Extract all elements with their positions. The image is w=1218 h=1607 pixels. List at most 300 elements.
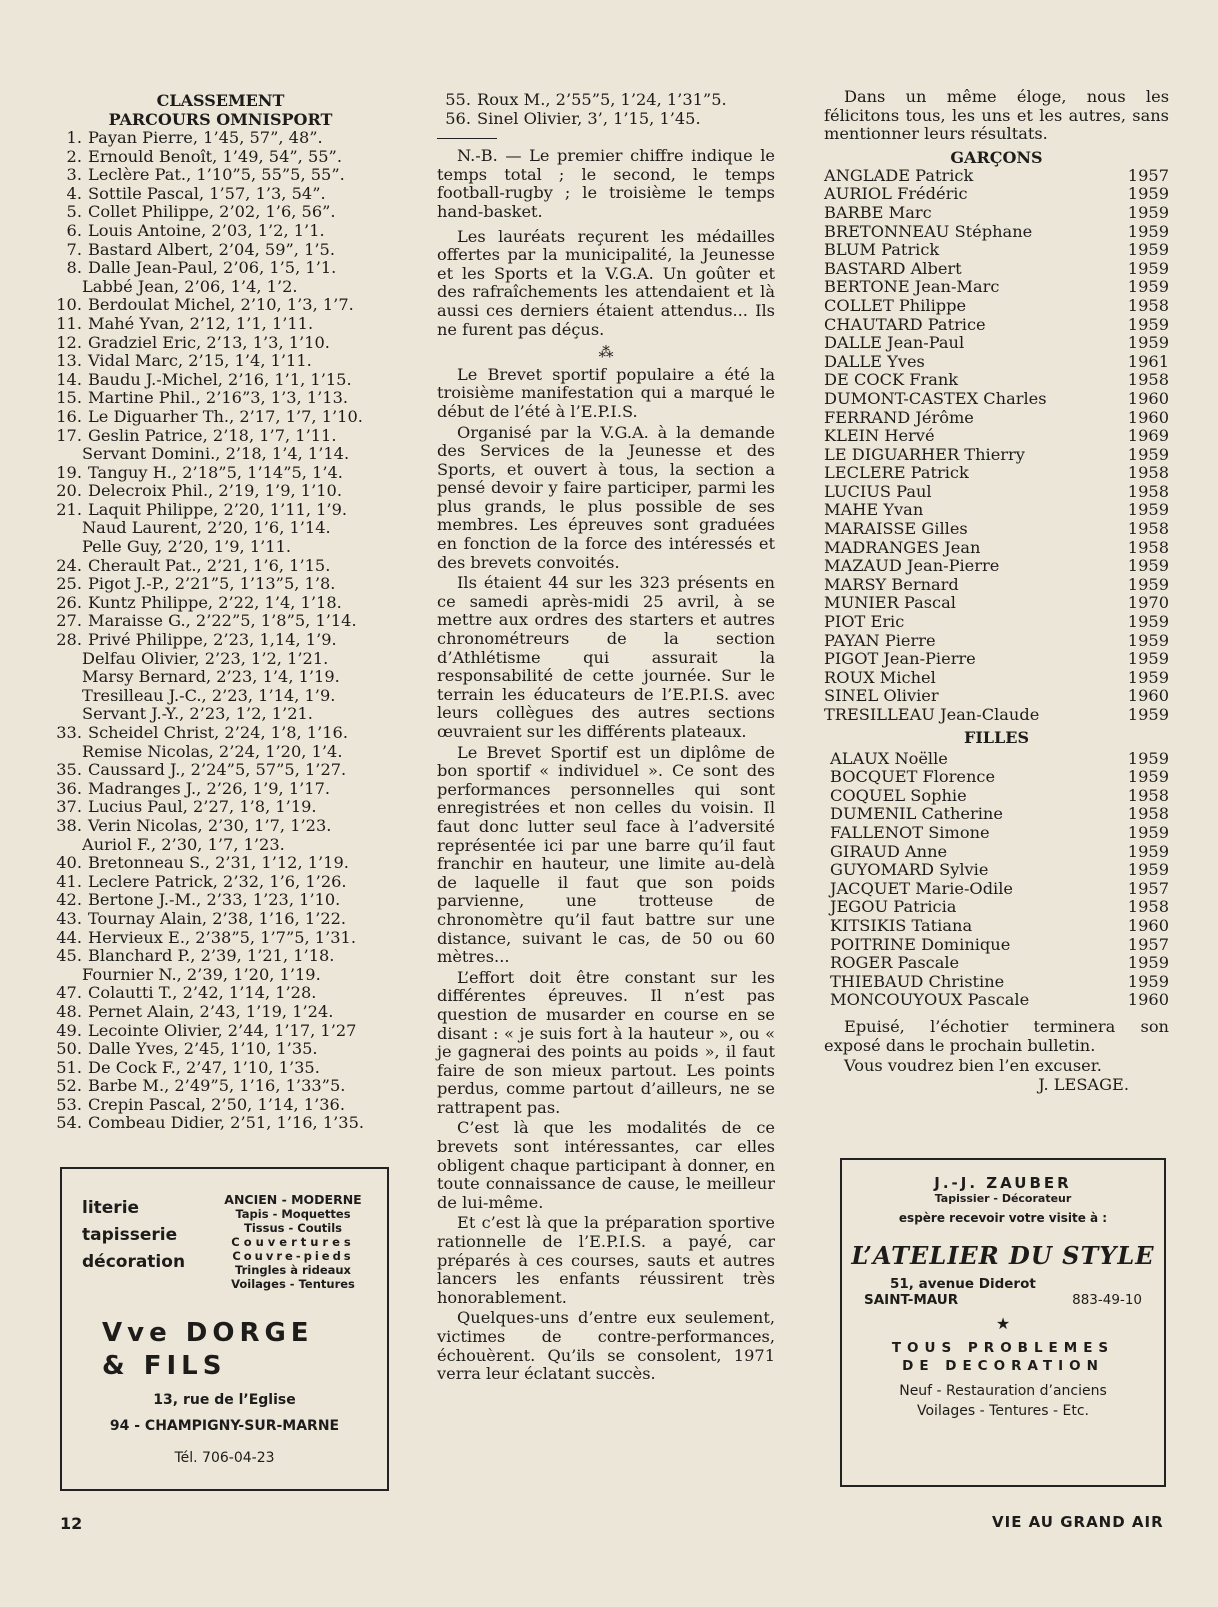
roster-year: 1960 [1127, 407, 1169, 427]
zauber-ad-content [842, 1174, 1164, 1421]
rank-number: 38. [56, 815, 82, 835]
rank-entry: Kuntz Philippe, 2’22, 1’4, 1’18. [88, 592, 342, 612]
classement-heading: CLASSEMENT [156, 91, 285, 110]
roster-name: TRESILLEAU Jean-Claude [824, 705, 1040, 724]
article-column [437, 91, 775, 1384]
roster-row [824, 750, 1169, 769]
rank-number [48, 668, 82, 687]
ranking-row [48, 724, 393, 743]
ranking-row [48, 798, 393, 817]
rank-entry: Louis Antoine, 2’03, 1’2, 1’1. [88, 220, 325, 240]
roster-row [824, 843, 1169, 862]
roster-year: 1959 [1127, 705, 1169, 724]
roster-name: KLEIN Hervé [824, 426, 935, 446]
ranking-row [48, 650, 393, 669]
roster-year: 1959 [1127, 202, 1169, 222]
rank-entry: Leclere Patrick, 2’32, 1’6, 1’26. [88, 871, 347, 891]
roster-name: PIGOT Jean-Pierre [824, 649, 976, 669]
roster-name: DUMONT-CASTEX Charles [824, 388, 1047, 408]
roster-name: LUCIUS Paul [824, 481, 932, 501]
roster-year: 1958 [1127, 481, 1169, 501]
ad-profession: Tapissier - Décorateur [934, 1192, 1072, 1205]
ranking-row [48, 1040, 393, 1059]
ranking-row [437, 91, 775, 110]
ad-invitation: espère recevoir votre visite à : [898, 1211, 1108, 1225]
roster-row [824, 880, 1169, 899]
roster-row [824, 936, 1169, 955]
ad-city-row [842, 1292, 1164, 1308]
roster-name: GUYOMARD Sylvie [830, 860, 989, 880]
roster-year: 1958 [1127, 295, 1169, 315]
separator-rule [437, 138, 497, 139]
rank-entry: Madranges J., 2’26, 1’9, 1’17. [88, 778, 331, 798]
ranking-row [48, 278, 393, 297]
rank-entry: Le Diguarher Th., 2’17, 1’7, 1’10. [88, 406, 363, 426]
roster-name: AURIOL Frédéric [824, 184, 968, 204]
roster-year: 1959 [1127, 314, 1169, 334]
ad-line: literie [82, 1198, 140, 1218]
roster-year: 1958 [1127, 785, 1169, 805]
article-paragraph: C’est là que les modalités de ce brevets sont intéressantes, car elles obligent chaque participant à donner, en toute connaissance de cause, le meilleur de lui-même. [437, 1118, 775, 1212]
rank-entry: Pelle Guy, 2’20, 1’9, 1’11. [82, 537, 292, 557]
roster-name: POITRINE Dominique [830, 934, 1011, 954]
ad-line: Couvertures [231, 1235, 355, 1249]
roster-year: 1959 [1127, 649, 1169, 669]
ranking-row [48, 631, 393, 650]
rank-number: 24. [56, 555, 82, 575]
roster-name: DALLE Yves [824, 351, 925, 371]
roster-name: MADRANGES Jean [824, 537, 981, 557]
rank-entry: Servant Domini., 2’18, 1’4, 1’14. [82, 444, 350, 464]
rank-entry: Collet Philippe, 2’02, 1’6, 56”. [88, 202, 336, 222]
rank-number: 33. [56, 723, 82, 742]
ad-phone-number: 883-49-10 [1072, 1292, 1142, 1308]
rank-entry: Pernet Alain, 2’43, 1’19, 1’24. [88, 1001, 334, 1021]
rank-number: 36. [56, 778, 82, 798]
filles-list [824, 750, 1169, 1010]
ad-street: 51, avenue Diderot [890, 1276, 1036, 1292]
ranking-row [48, 427, 393, 446]
ranking-row [48, 780, 393, 799]
rank-entry: Hervieux E., 2’38”5, 1’7”5, 1’31. [88, 927, 356, 947]
rank-entry: Ernould Benoît, 1’49, 54”, 55”. [88, 146, 342, 166]
rank-entry: Sottile Pascal, 1’57, 1’3, 54”. [88, 183, 326, 203]
rank-number: 28. [56, 630, 82, 650]
rank-number: 42. [56, 890, 82, 910]
rank-number: 12. [56, 332, 82, 352]
rank-entry: Maraisse G., 2’22”5, 1’8”5, 1’14. [88, 611, 357, 631]
roster-year: 1959 [1127, 953, 1169, 973]
rank-entry: Cherault Pat., 2’21, 1’6, 1’15. [88, 555, 331, 575]
roster-year: 1958 [1127, 804, 1169, 824]
ranking-row [48, 482, 393, 501]
rank-number: 1. [66, 128, 82, 147]
page-number: 12 [60, 1514, 83, 1533]
roster-year: 1969 [1127, 426, 1169, 446]
roster-row [824, 204, 1169, 223]
roster-row [824, 669, 1169, 688]
ad-line: décoration [82, 1252, 186, 1272]
ranking-row [48, 129, 393, 148]
ranking-row [48, 929, 393, 948]
rank-entry: Sinel Olivier, 3’, 1’15, 1’45. [477, 108, 701, 128]
rank-number: 50. [56, 1039, 82, 1059]
roster-row [824, 371, 1169, 390]
ad-city: SAINT-MAUR [864, 1292, 959, 1308]
ranking-row [48, 910, 393, 929]
roster-year: 1960 [1127, 686, 1169, 706]
rank-number: 15. [56, 388, 82, 408]
ad-address-line: 13, rue de l’Eglise [153, 1392, 296, 1408]
ranking-row [48, 408, 393, 427]
ranking-row [48, 966, 393, 985]
ranking-row [48, 612, 393, 631]
ranking-row [48, 594, 393, 613]
ad-line: Tringles à rideaux [235, 1263, 351, 1277]
ranking-row [48, 687, 393, 706]
ranking-row [48, 575, 393, 594]
rank-entry: Laquit Philippe, 2’20, 1’11, 1’9. [88, 499, 348, 519]
roster-year: 1959 [1127, 556, 1169, 576]
rank-entry: Bastard Albert, 2’04, 59”, 1’5. [88, 239, 335, 259]
ranking-row [48, 1003, 393, 1022]
roster-year: 1959 [1127, 333, 1169, 353]
rank-number: 44. [56, 927, 82, 947]
rank-entry: Pigot J.-P., 2’21”5, 1’13”5, 1’8. [88, 574, 336, 594]
ranking-row [48, 854, 393, 873]
article-paragraph: Le Brevet sportif populaire a été la troisième manifestation qui a marqué le début de l’été à l’E.P.I.S. [437, 364, 775, 421]
ad-line: tapisserie [82, 1225, 178, 1245]
rank-number: 20. [56, 481, 82, 501]
roster-row [824, 805, 1169, 824]
roster-year: 1960 [1127, 990, 1169, 1010]
roster-name: BERTONE Jean-Marc [824, 277, 1000, 297]
ad-line: Couvre-pieds [232, 1249, 354, 1263]
rank-number: 5. [66, 202, 82, 222]
ad-shop-name: L’ATELIER DU STYLE [851, 1241, 1155, 1270]
ranking-row [48, 947, 393, 966]
nb-note: N.-B. — Le premier chiffre indique le temps total ; le second, le temps football-rugby ; le troisième le temps hand-basket. [437, 146, 775, 221]
roster-year: 1959 [1127, 240, 1169, 260]
roster-year: 1958 [1127, 897, 1169, 917]
parcours-heading: PARCOURS OMNISPORT [108, 110, 333, 129]
ad-phone: Tél. 706-04-23 [174, 1450, 275, 1466]
ad-address-line: 94 - CHAMPIGNY-SUR-MARNE [109, 1418, 340, 1434]
rank-entry: Lucius Paul, 2’27, 1’8, 1’19. [88, 797, 317, 817]
rank-number: 7. [66, 239, 82, 259]
ranking-row [48, 315, 393, 334]
roster-row [824, 954, 1169, 973]
roster-row [824, 706, 1169, 725]
roster-name: COLLET Philippe [824, 295, 967, 315]
ranking-row [48, 538, 393, 557]
roster-name: ROGER Pascale [830, 953, 960, 973]
ad-line: Tapis - Moquettes [235, 1207, 351, 1221]
ranking-row [48, 873, 393, 892]
roster-year: 1959 [1127, 500, 1169, 520]
roster-year: 1959 [1127, 971, 1169, 991]
ranking-row [48, 891, 393, 910]
rank-entry: Tresilleau J.-C., 2’23, 1’14, 1’9. [82, 685, 336, 705]
roster-row [824, 297, 1169, 316]
rank-entry: Tanguy H., 2’18”5, 1’14”5, 1’4. [88, 462, 343, 482]
rank-entry: Caussard J., 2’24”5, 57”5, 1’27. [88, 760, 347, 780]
roster-year: 1959 [1127, 748, 1169, 768]
rank-entry: De Cock F., 2’47, 1’10, 1’35. [88, 1057, 320, 1077]
rank-number: 14. [56, 369, 82, 389]
rank-number: 8. [66, 258, 82, 278]
roster-row [824, 464, 1169, 483]
ranking-row [48, 445, 393, 464]
rank-entry: Servant J.-Y., 2’23, 1’2, 1’21. [82, 704, 313, 724]
roster-row [824, 973, 1169, 992]
roster-row [824, 539, 1169, 558]
roster-name: COQUEL Sophie [830, 785, 967, 805]
ad-slogan-line: DE DECORATION [902, 1358, 1104, 1374]
ranking-row [48, 464, 393, 483]
rank-entry: Tournay Alain, 2’38, 1’16, 1’22. [88, 908, 347, 928]
roster-year: 1958 [1127, 537, 1169, 557]
ranking-row [48, 389, 393, 408]
rank-entry: Fournier N., 2’39, 1’20, 1’19. [82, 964, 321, 984]
rank-entry: Marsy Bernard, 2’23, 1’4, 1’19. [82, 667, 340, 687]
rank-entry: Leclère Pat., 1’10”5, 55”5, 55”. [88, 165, 345, 185]
roster-row [824, 613, 1169, 632]
rank-entry: Gradziel Eric, 2’13, 1’3, 1’10. [88, 332, 330, 352]
rank-entry: Dalle Yves, 2’45, 1’10, 1’35. [88, 1039, 318, 1059]
article-paragraph: L’effort doit être constant sur les différentes épreuves. Il n’est pas question de musarder en course en se disant : « je suis fort à la hauteur », ou « je gagnerai des points au poids », il faut faire de son mieux partout. Les points perdus, comme partout d’ailleurs, ne se rattrapent pas. [437, 967, 775, 1117]
ranking-row [48, 501, 393, 520]
ad-line: Tissus - Coutils [243, 1221, 343, 1235]
rank-number: 21. [56, 499, 82, 519]
roster-name: ALAUX Noëlle [830, 748, 948, 768]
roster-name: MARAISSE Gilles [824, 519, 968, 539]
roster-row [824, 446, 1169, 465]
ranking-row [48, 668, 393, 687]
rank-entry: Bretonneau S., 2’31, 1’12, 1’19. [88, 853, 349, 873]
ranking-row [48, 334, 393, 353]
rank-number [48, 966, 82, 985]
rank-entry: Verin Nicolas, 2’30, 1’7, 1’23. [88, 815, 332, 835]
roster-year: 1958 [1127, 519, 1169, 539]
ranking-row [48, 984, 393, 1003]
rank-number: 47. [56, 983, 82, 1003]
roster-row [824, 768, 1169, 787]
filles-heading: FILLES [963, 727, 1030, 747]
rank-entry: Barbe M., 2’49”5, 1’16, 1’33”5. [88, 1076, 346, 1096]
roster-row [824, 594, 1169, 613]
roster-name: ANGLADE Patrick [824, 165, 974, 185]
rank-number [48, 705, 82, 724]
ranking-row [48, 743, 393, 762]
roster-row [824, 861, 1169, 880]
roster-row [824, 824, 1169, 843]
roster-name: DUMENIL Catherine [830, 804, 1003, 824]
roster-year: 1959 [1127, 444, 1169, 464]
roster-name: MAHE Yvan [824, 500, 924, 520]
rank-number: 53. [56, 1094, 82, 1114]
roster-name: MUNIER Pascal [824, 593, 956, 613]
roster-year: 1959 [1127, 258, 1169, 278]
ranking-row [48, 1022, 393, 1041]
roster-year: 1957 [1127, 878, 1169, 898]
roster-name: MONCOUYOUX Pascale [830, 990, 1030, 1010]
roster-year: 1959 [1127, 221, 1169, 241]
ad-name-line: & FILS [102, 1351, 227, 1381]
roster-row [824, 576, 1169, 595]
roster-name: BARBE Marc [824, 202, 932, 222]
results-column [824, 88, 1169, 1094]
rank-number [48, 519, 82, 538]
ranking-row [48, 1096, 393, 1115]
rank-number [48, 445, 82, 464]
roster-row [824, 409, 1169, 428]
roster-name: MAZAUD Jean-Pierre [824, 556, 1000, 576]
roster-year: 1961 [1127, 351, 1169, 371]
rank-entry: Crepin Pascal, 2’50, 1’14, 1’36. [88, 1094, 345, 1114]
roster-name: DALLE Jean-Paul [824, 333, 965, 353]
roster-row [824, 898, 1169, 917]
rank-number: 4. [66, 183, 82, 203]
ad-slogan-line: TOUS PROBLEMES [891, 1340, 1115, 1356]
brevet-article [437, 366, 775, 1384]
roster-row [824, 334, 1169, 353]
ranking-row [437, 110, 775, 129]
rank-number: 55. [445, 90, 471, 109]
rank-entry: Remise Nicolas, 2’24, 1’20, 1’4. [82, 741, 343, 761]
roster-name: DE COCK Frank [824, 370, 959, 390]
roster-row [824, 787, 1169, 806]
rank-number: 16. [56, 406, 82, 426]
rank-number [48, 687, 82, 706]
rank-number: 37. [56, 797, 82, 817]
rank-number: 17. [56, 425, 82, 445]
article-paragraph: Et c’est là que la préparation sportive rationnelle de l’E.P.I.S. a payé, car préparés à ces courses, sauts et autres lancers les enfants réussirent très honorablement. [437, 1213, 775, 1307]
rank-number: 43. [56, 908, 82, 928]
roster-row [824, 390, 1169, 409]
roster-year: 1959 [1127, 184, 1169, 204]
ranking-row [48, 761, 393, 780]
roster-year: 1958 [1127, 463, 1169, 483]
roster-year: 1957 [1127, 165, 1169, 185]
dorge-advertisement [60, 1167, 389, 1491]
roster-row [824, 520, 1169, 539]
rank-number: 19. [56, 462, 82, 482]
roster-year: 1959 [1127, 667, 1169, 687]
roster-name: LECLERE Patrick [824, 463, 969, 483]
ad-slogan [842, 1339, 1164, 1375]
article-paragraph: Quelques-uns d’entre eux seulement, victimes de contre-performances, échouèrent. Qu’ils se consolent, 1971 verra leur éclatant succès. [437, 1308, 775, 1384]
ranking-row [48, 185, 393, 204]
rank-number: 11. [56, 313, 82, 333]
rank-number: 6. [66, 220, 82, 240]
rank-entry: Payan Pierre, 1’45, 57”, 48”. [88, 128, 323, 147]
ranking-row [48, 1114, 393, 1133]
roster-row [824, 687, 1169, 706]
roster-name: FALLENOT Simone [830, 822, 990, 842]
roster-year: 1959 [1127, 822, 1169, 842]
laureats-paragraph: Les lauréats reçurent les médailles offertes par la municipalité, la Jeunesse et les Sports et la V.G.A. Un goûter et des rafraîchements les attendaient et là aussi ces derniers étaient attendus... Ils ne furent pas déçus. [437, 226, 775, 339]
ranking-row [48, 148, 393, 167]
rank-entry: Blanchard P., 2’39, 1’21, 1’18. [88, 946, 335, 966]
rank-entry: Baudu J.-Michel, 2’16, 1’1, 1’15. [88, 369, 352, 389]
roster-name: BOCQUET Florence [830, 767, 996, 787]
ad-address [62, 1387, 387, 1439]
rank-entry: Geslin Patrice, 2’18, 1’7, 1’11. [88, 425, 337, 445]
rank-number: 2. [66, 146, 82, 166]
rank-number: 49. [56, 1020, 82, 1040]
rank-number: 45. [56, 946, 82, 966]
ad-services-right [218, 1193, 368, 1291]
rank-entry: Naud Laurent, 2’20, 1’6, 1’14. [82, 518, 331, 538]
ornament-icon: ⁂ [598, 343, 614, 362]
roster-name: JEGOU Patricia [830, 897, 957, 917]
rank-number [48, 650, 82, 669]
roster-row [824, 501, 1169, 520]
roster-row [824, 316, 1169, 335]
roster-name: KITSIKIS Tatiana [830, 915, 973, 935]
ranking-list [48, 129, 393, 1133]
article-paragraph: Organisé par la V.G.A. à la demande des Services de la Jeunesse et des Sports, et ouvert à tous, la section a pensé devoir y faire participer, parmi les plus grands, le plus possible de ses membres. Les épreuves sont graduées en fonction de la force des intéressés et des brevets convoités. [437, 422, 775, 572]
rank-number: 54. [56, 1113, 82, 1133]
rank-number: 52. [56, 1076, 82, 1096]
ad-services [842, 1381, 1164, 1421]
rank-number: 25. [56, 574, 82, 594]
rank-entry: Privé Philippe, 2’23, 1,14, 1’9. [88, 630, 337, 650]
rank-number: 51. [56, 1057, 82, 1077]
closing-excuse: Vous voudrez bien l’en excuser. [844, 1056, 1102, 1076]
article-paragraph: Le Brevet Sportif est un diplôme de bon sportif « individuel ». Ce sont des performances personnelles qui sont enregistrées et non celles du voisin. Il faut donc lutter seul face à l’adversité représentée ici par une barre qu’il faut franchir en hauteur, une limite au-delà de laquelle il faut que son poids parvienne, une trotteuse de chronomètre qu’il faut battre sur une distance, suivant le cas, de 50 ou 60 mètres... [437, 742, 775, 967]
roster-name: MARSY Bernard [824, 574, 959, 594]
ranking-row [48, 817, 393, 836]
ranking-row [48, 166, 393, 185]
roster-row [824, 260, 1169, 279]
rank-entry: Mahé Yvan, 2’12, 1’1, 1’11. [88, 313, 314, 333]
roster-name: SINEL Olivier [824, 686, 939, 706]
roster-year: 1959 [1127, 277, 1169, 297]
ranking-row [48, 836, 393, 855]
ad-line: Voilages - Tentures [231, 1277, 355, 1291]
ranking-row [48, 296, 393, 315]
roster-name: CHAUTARD Patrice [824, 314, 986, 334]
rank-number [48, 743, 82, 762]
rank-number: 35. [56, 760, 82, 780]
roster-name: BLUM Patrick [824, 240, 940, 260]
rank-number: 40. [56, 853, 82, 873]
roster-name: FERRAND Jérôme [824, 407, 974, 427]
rank-number: 26. [56, 592, 82, 612]
rank-entry: Colautti T., 2’42, 1’14, 1’28. [88, 983, 317, 1003]
magazine-title: VIE AU GRAND AIR [992, 1513, 1164, 1531]
rank-number [48, 836, 82, 855]
ad-line: ANCIEN - MODERNE [224, 1192, 362, 1207]
rank-entry: Dalle Jean-Paul, 2’06, 1’5, 1’1. [88, 258, 337, 278]
article-paragraph: Ils étaient 44 sur les 323 présents en ce samedi après-midi 25 avril, à se mettre aux ordres des starters et autres chronométreurs de la section d’Athlétisme qui assurait la responsabilité de cette journée. Sur le terrain les éducateurs de l’E.P.I.S. avec leurs collègues des autres sections œuvraient sur les différents plateaux. [437, 573, 775, 741]
intro-paragraph: Dans un même éloge, nous les félicitons tous, les uns et les autres, sans mentionner leurs résultats. [824, 87, 1169, 144]
rank-entry: Vidal Marc, 2’15, 1’4, 1’11. [88, 351, 312, 371]
roster-name: LE DIGUARHER Thierry [824, 444, 1025, 464]
rank-entry: Combeau Didier, 2’51, 1’16, 1’35. [88, 1113, 365, 1133]
rank-entry: Auriol F., 2’30, 1’7, 1’23. [82, 834, 285, 854]
roster-row [824, 278, 1169, 297]
ranking-row [48, 1059, 393, 1078]
ranking-list-continued [437, 91, 775, 128]
ranking-row [48, 222, 393, 241]
roster-year: 1959 [1127, 860, 1169, 880]
ad-name-line: Vve DORGE [102, 1318, 314, 1348]
roster-row [824, 241, 1169, 260]
roster-year: 1970 [1127, 593, 1169, 613]
